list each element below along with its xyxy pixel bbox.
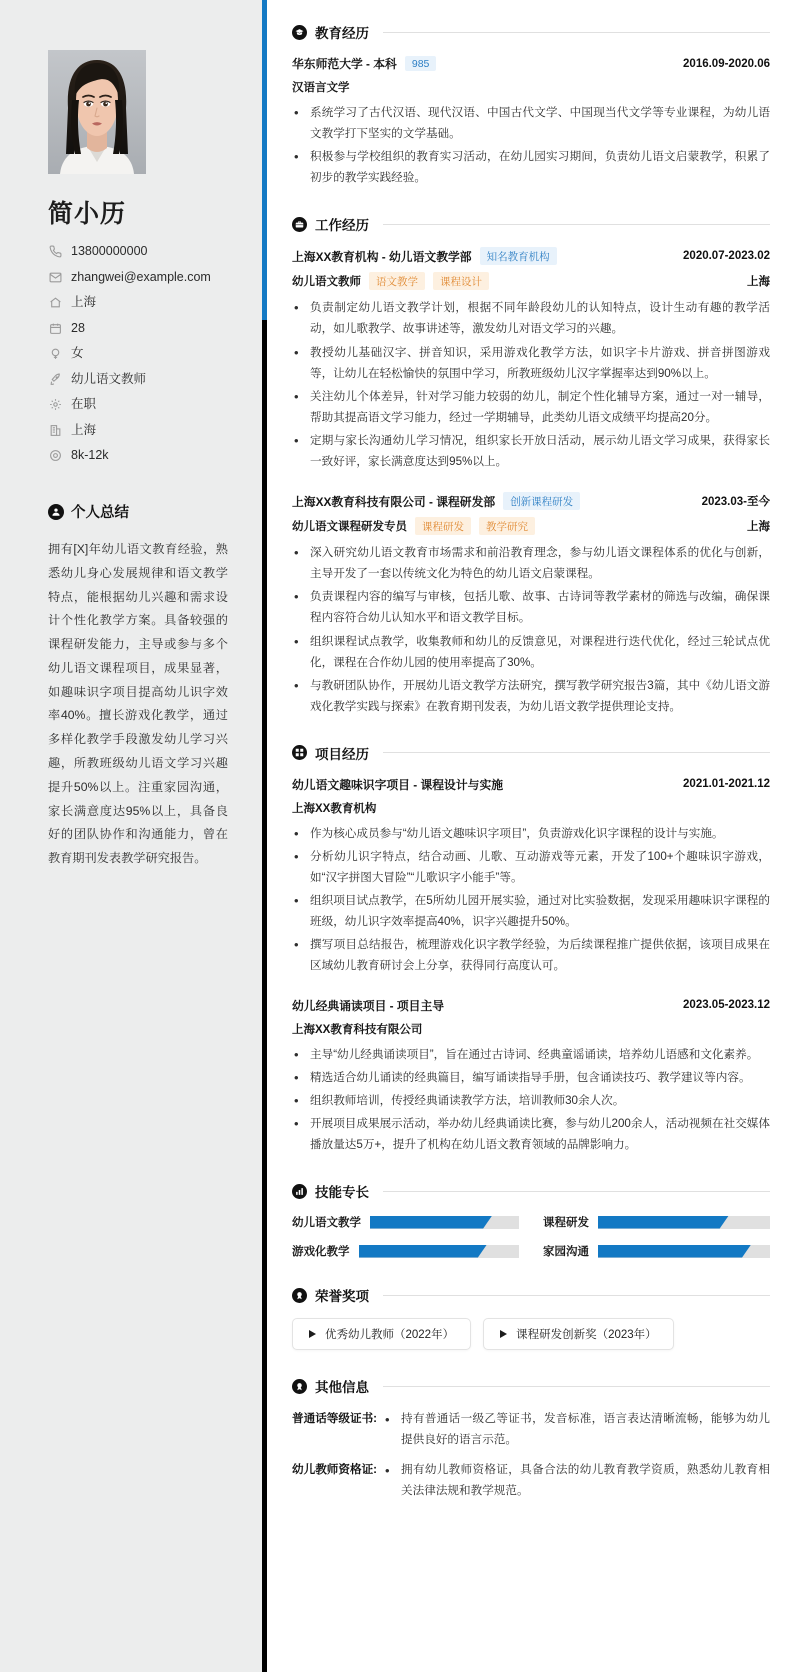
section-title: 工作经历	[315, 218, 369, 234]
skill-item	[292, 1214, 519, 1230]
skill-tag: 教学研究	[479, 517, 535, 535]
summary-text: 拥有[X]年幼儿语文教育经验，熟悉幼儿身心发展规律和语文教学特点，能根据幼儿兴趣和需求设计个性化教学方案。具备较强的课程研发能力，主导或参与多个幼儿语文课程项目，成果显著，如趣味识字项目提高幼儿识字效率40%。擅长游戏化教学，通过多样化教学手段激发幼儿学习兴趣，所教班级幼儿语文学习兴趣提升50%以上。注重家园沟通，家长满意度达95%以上，具备良好的团队协作和沟通能力，曾在教育期刊发表教学研究报告。	[48, 542, 228, 866]
project-org: 上海XX教育科技有限公司	[292, 1023, 423, 1036]
graduation-cap-icon	[292, 25, 307, 40]
skill-label: 课程研发	[543, 1217, 589, 1229]
section-divider	[383, 224, 770, 225]
other-info-row	[292, 1460, 770, 1502]
mail-icon	[48, 270, 62, 284]
education-date: 2016.09-2020.06	[683, 57, 770, 70]
contact-item-phone	[48, 244, 228, 259]
education-bullets	[292, 102, 770, 188]
skill-item	[543, 1243, 770, 1259]
contact-item-position	[48, 372, 228, 387]
company-tag: 知名教育机构	[480, 247, 557, 265]
bullet-item: • 深入研究幼儿语文教育市场需求和前沿教育理念，参与幼儿语文课程体系的优化与创新，主导开发了一套以传统文化为特色的幼儿语文启蒙课程。	[292, 542, 770, 584]
other-info-label: 普通话等级证书:	[292, 1412, 378, 1425]
contact-value: zhangwei@example.com	[71, 269, 211, 284]
award-icon	[292, 1288, 307, 1303]
section-header-projects	[292, 743, 770, 763]
bullet-item: • 分析幼儿识字特点，结合动画、儿歌、互动游戏等元素，开发了100+个趣味识字游戏，如“汉字拼图大冒险”“儿歌识字小能手”等。	[292, 846, 770, 888]
skill-item	[543, 1214, 770, 1230]
contact-item-workplace	[48, 423, 228, 438]
award-icon	[292, 1379, 307, 1394]
work-location: 上海	[747, 521, 770, 534]
bullet-item: • 与教研团队协作，开展幼儿语文教学方法研究，撰写教学研究报告3篇，其中《幼儿语文游戏化教学实践与探索》在教育期刊发表，为幼儿语文教学提供理论支持。	[292, 675, 770, 717]
other-info-label: 幼儿教师资格证:	[292, 1462, 378, 1476]
section-title: 荣誉奖项	[315, 1289, 369, 1304]
contact-value: 上海	[71, 422, 97, 437]
phone-icon	[48, 245, 62, 259]
work-date: 2020.07-2023.02	[683, 250, 770, 263]
project-org: 上海XX教育机构	[292, 802, 377, 815]
summary-title-text: 个人总结	[71, 505, 129, 521]
candidate-name: 简小历	[48, 200, 127, 228]
skill-item	[292, 1243, 519, 1259]
project-entry-header	[292, 997, 770, 1014]
home-icon	[48, 296, 62, 310]
skill-tag: 课程研发	[415, 517, 471, 535]
bullet-item: • 负责制定幼儿语文教学计划，根据不同年龄段幼儿的认知特点，设计生动有趣的教学活动，如儿歌教学、故事讲述等，激发幼儿对语文学习的兴趣。	[292, 297, 770, 339]
bullet-item: • 定期与家长沟通幼儿学习情况，组织家长开放日活动，展示幼儿语文学习成果，获得家长一致好评，家长满意度达到95%以上。	[292, 430, 770, 472]
bullet-item: • 组织项目试点教学，在5所幼儿园开展实验，通过对比实验数据，发现采用趣味识字课程的班级，幼儿识字效率提高40%，识字兴趣提升50%。	[292, 890, 770, 932]
project-name: 幼儿经典诵读项目 - 项目主导	[292, 998, 445, 1013]
work-entry-header	[292, 247, 770, 265]
skill-progress-fill	[370, 1216, 492, 1229]
sidebar	[0, 0, 262, 1672]
other-info-row	[292, 1409, 770, 1451]
chart-bar-icon	[292, 1184, 307, 1199]
skill-label: 家园沟通	[543, 1246, 589, 1258]
company-name: 上海XX教育机构 - 幼儿语文教学部	[292, 249, 472, 264]
bullet-item: • 开展项目成果展示活动，举办幼儿经典诵读比赛，参与幼儿200余人，活动视频在社交媒体播放量达5万+，提升了机构在幼儿语文教育领域的品牌影响力。	[292, 1113, 770, 1155]
work-role-row	[292, 272, 770, 290]
bullet-item: • 负责课程内容的编写与审核，包括儿歌、故事、古诗词等教学素材的筛选与改编，确保课程内容符合幼儿认知水平和语文教学目标。	[292, 586, 770, 628]
skill-label: 游戏化教学	[292, 1246, 350, 1258]
section-title: 教育经历	[315, 26, 369, 41]
section-header-honors	[292, 1285, 770, 1305]
contact-item-gender	[48, 346, 228, 361]
section-title: 技能专长	[315, 1185, 369, 1200]
skill-progress-track	[359, 1245, 520, 1258]
work-date: 2023.03-至今	[701, 496, 770, 509]
play-triangle-icon	[309, 1330, 316, 1338]
section-header-work	[292, 214, 770, 234]
bullet-item: • 组织教师培训，传授经典诵读教学方法，培训教师30余人次。	[292, 1090, 770, 1111]
bullet-item: • 精选适合幼儿诵读的经典篇目，编写诵读指导手册，包含诵读技巧、教学建议等内容。	[292, 1067, 770, 1088]
summary-section-title	[48, 501, 228, 522]
play-triangle-icon	[500, 1330, 507, 1338]
skill-progress-track	[598, 1216, 770, 1229]
section-divider	[383, 752, 770, 753]
bullet-item: • 关注幼儿个体差异，针对学习能力较弱的幼儿，制定个性化辅导方案，通过一对一辅导，帮助其提高语文学习能力，经过一学期辅导，此类幼儿语文成绩平均提高20分。	[292, 386, 770, 428]
company-tag: 创新课程研发	[503, 492, 580, 510]
bullet-item: • 主导“幼儿经典诵读项目”，旨在通过古诗词、经典童谣诵读，培养幼儿语感和文化素养。	[292, 1044, 770, 1065]
work-location: 上海	[747, 276, 770, 289]
project-name: 幼儿语文趣味识字项目 - 课程设计与实施	[292, 777, 504, 792]
portrait-photo	[48, 50, 146, 174]
section-header-skills	[292, 1181, 770, 1201]
skill-progress-track	[370, 1216, 519, 1229]
person-icon	[48, 504, 64, 520]
skills-grid	[292, 1214, 770, 1259]
company-name: 上海XX教育科技有限公司 - 课程研发部	[292, 494, 496, 509]
skill-label: 幼儿语文教学	[292, 1217, 361, 1229]
contact-item-email	[48, 270, 228, 285]
section-divider	[383, 1191, 770, 1192]
project-date: 2023.05-2023.12	[683, 999, 770, 1012]
rocket-icon	[48, 372, 62, 386]
salary-icon	[48, 449, 62, 463]
school-tag: 985	[405, 56, 437, 71]
building-icon	[48, 423, 62, 437]
project-bullets	[292, 823, 770, 977]
briefcase-icon	[292, 217, 307, 232]
job-title: 幼儿语文教师	[292, 276, 361, 289]
honor-chip	[292, 1318, 471, 1350]
section-divider	[383, 1295, 770, 1296]
other-info-value: • 持有普通话一级乙等证书，发音标准，语言表达清晰流畅，能够为幼儿提供良好的语言示范。	[383, 1409, 770, 1451]
section-divider	[383, 1386, 770, 1387]
contact-item-status	[48, 397, 228, 412]
education-major: 汉语言文学	[292, 82, 350, 94]
education-entry	[292, 55, 770, 188]
section-title: 其他信息	[315, 1380, 369, 1395]
project-entry-header	[292, 776, 770, 793]
honor-chip	[483, 1318, 674, 1350]
gender-icon	[48, 347, 62, 361]
bullet-item: • 积极参与学校组织的教育实习活动，在幼儿园实习期间，负责幼儿语文启蒙教学，积累了初步的教学实践经验。	[292, 146, 770, 188]
contact-item-salary	[48, 448, 228, 463]
skill-tag: 课程设计	[433, 272, 489, 290]
contact-item-location	[48, 295, 228, 310]
contact-value: 女	[71, 346, 84, 360]
section-title: 项目经历	[315, 746, 369, 762]
status-icon	[48, 398, 62, 412]
contact-value: 上海	[71, 295, 97, 309]
bullet-item: • 系统学习了古代汉语、现代汉语、中国古代文学、中国现当代文学等专业课程，为幼儿语文教学打下坚实的文学基础。	[292, 102, 770, 144]
project-entry	[292, 997, 770, 1155]
skill-progress-track	[598, 1245, 770, 1258]
skill-progress-fill	[598, 1216, 729, 1229]
section-header-other	[292, 1376, 770, 1396]
project-bullets	[292, 1044, 770, 1155]
contact-value: 28	[71, 320, 85, 335]
section-divider	[383, 32, 770, 33]
bullet-item: • 组织课程试点教学，收集教师和幼儿的反馈意见，对课程进行迭代优化，经过三轮试点优化，课程在合作幼儿园的使用率提高了30%。	[292, 631, 770, 673]
accent-rail-black	[262, 320, 267, 1672]
avatar	[48, 50, 146, 174]
skill-progress-fill	[598, 1245, 751, 1258]
work-bullets	[292, 297, 770, 472]
contact-value: 8k-12k	[71, 448, 109, 462]
contact-value: 在职	[71, 397, 97, 411]
job-title: 幼儿语文课程研发专员	[292, 521, 407, 534]
contact-value: 幼儿语文教师	[71, 371, 147, 386]
school-name: 华东师范大学 - 本科	[292, 57, 397, 71]
section-header-education	[292, 22, 770, 42]
work-entry	[292, 247, 770, 472]
main-content	[262, 0, 794, 1672]
other-info-value: • 拥有幼儿教师资格证，具备合法的幼儿教育教学资质，熟悉幼儿教育相关法律法规和教学规范。	[383, 1460, 770, 1502]
work-bullets	[292, 542, 770, 717]
bullet-item: • 作为核心成员参与“幼儿语文趣味识字项目”，负责游戏化识字课程的设计与实施。	[292, 823, 770, 844]
skill-tag: 语文教学	[369, 272, 425, 290]
skill-progress-fill	[359, 1245, 487, 1258]
honor-label: 课程研发创新奖（2023年）	[516, 1329, 657, 1341]
work-role-row	[292, 517, 770, 535]
grid-plus-icon	[292, 745, 307, 760]
work-entry	[292, 492, 770, 717]
education-entry-header	[292, 55, 770, 72]
accent-rail-blue	[262, 0, 267, 320]
bullet-item: • 撰写项目总结报告，梳理游戏化识字教学经验，为后续课程推广提供依据，该项目成果在区域幼儿教育研讨会上分享，获得同行高度认可。	[292, 934, 770, 976]
contact-item-age	[48, 321, 228, 336]
work-entry-header	[292, 492, 770, 510]
bullet-item: • 教授幼儿基础汉字、拼音知识，采用游戏化教学方法，如识字卡片游戏、拼音拼图游戏等，让幼儿在轻松愉快的氛围中学习，所教班级幼儿汉字掌握率达到90%以上。	[292, 342, 770, 384]
honor-label: 优秀幼儿教师（2022年）	[325, 1329, 455, 1341]
project-entry	[292, 776, 770, 977]
contact-value: 13800000000	[71, 244, 148, 258]
contact-list	[48, 244, 228, 463]
honor-list	[292, 1318, 770, 1350]
project-date: 2021.01-2021.12	[683, 778, 770, 791]
calendar-icon	[48, 321, 62, 335]
